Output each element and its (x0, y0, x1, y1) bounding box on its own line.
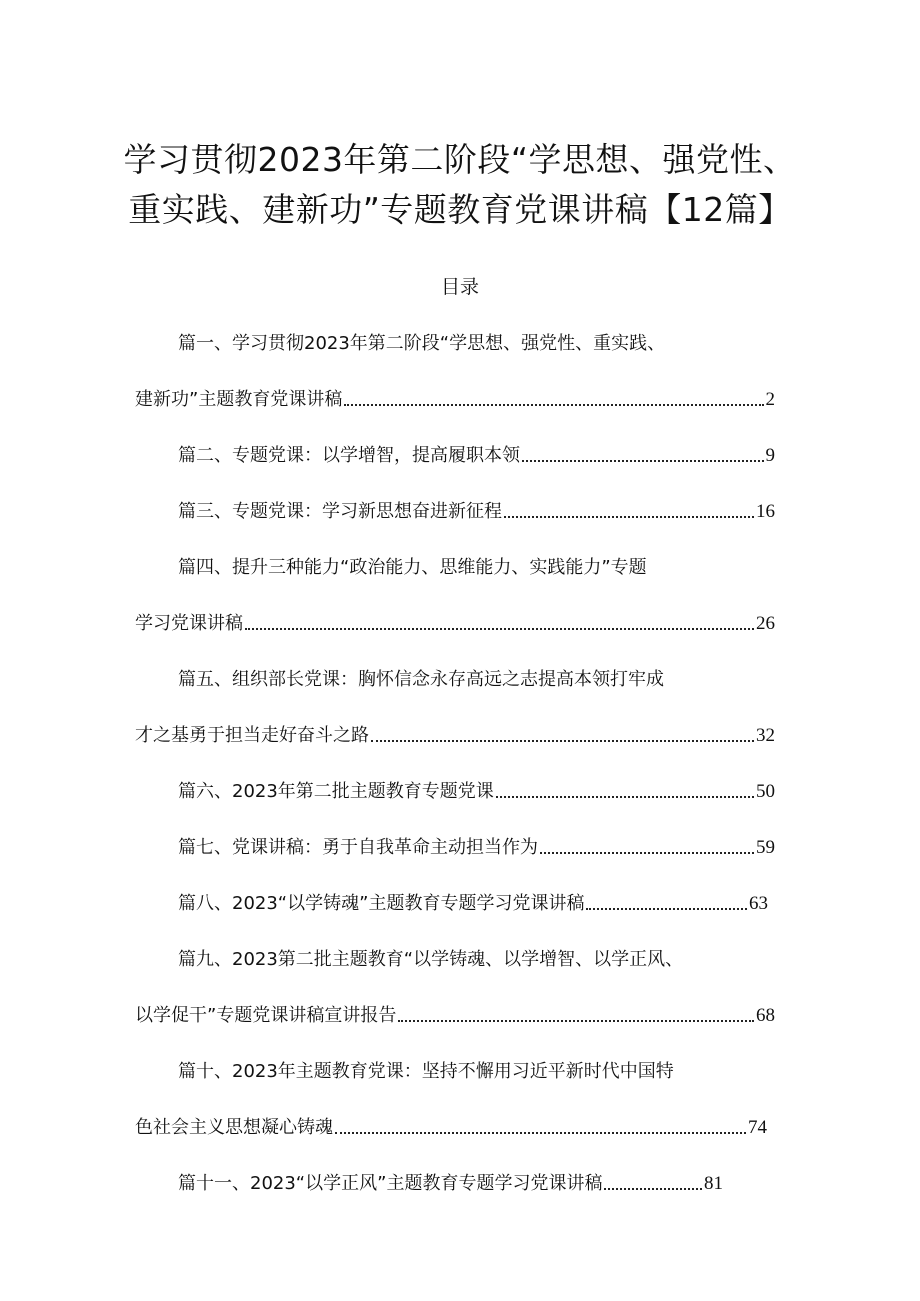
toc-page-number: 68 (756, 1005, 775, 1026)
toc-page-number: 26 (756, 613, 775, 634)
dot-leader (245, 628, 754, 630)
document-title (0, 135, 920, 235)
toc-entry-4-line1[interactable]: 篇四、提升三种能力“政治能力、思维能力、实践能力”专题 (178, 557, 647, 578)
toc-entry-text: 以学促干”专题党课讲稿宣讲报告 (135, 1005, 397, 1026)
toc-entry-11[interactable] (178, 1170, 723, 1198)
toc-entry-5-line1[interactable]: 篇五、组织部长党课：胸怀信念永存高远之志提高本领打牢成 (178, 669, 664, 690)
toc-entry-text: 建新功”主题教育党课讲稿 (135, 389, 343, 410)
toc-entry-5-line2[interactable] (135, 722, 775, 750)
toc-entry-10-line2[interactable] (135, 1114, 767, 1142)
toc-entry-6[interactable] (178, 778, 775, 806)
dot-leader (398, 1020, 754, 1022)
toc-page-number: 74 (748, 1117, 767, 1138)
toc-entry-text: 学习党课讲稿 (135, 613, 243, 634)
toc-entry-9-line1[interactable]: 篇九、2023第二批主题教育“以学铸魂、以学增智、以学正风、 (178, 949, 684, 970)
toc-entry-text: 篇八、2023“以学铸魂”主题教育专题学习党课讲稿 (178, 893, 585, 914)
toc-entry-2[interactable] (178, 442, 775, 470)
toc-page-number: 16 (756, 501, 775, 522)
toc-page-number: 2 (765, 389, 775, 410)
toc-entry-3[interactable] (178, 498, 775, 526)
dot-leader (522, 460, 764, 462)
title-line-1: 学习贯彻2023年第二阶段“学思想、强党性、 (123, 140, 797, 179)
toc-entry-8[interactable] (178, 890, 768, 918)
toc-entry-text: 篇三、专题党课：学习新思想奋进新征程 (178, 501, 502, 522)
dot-leader (335, 1132, 746, 1134)
dot-leader (586, 908, 747, 910)
toc-entry-10-line1[interactable]: 篇十、2023年主题教育党课：坚持不懈用习近平新时代中国特 (178, 1061, 674, 1082)
toc-page-number: 32 (756, 725, 775, 746)
toc-entry-text: 色社会主义思想凝心铸魂 (135, 1117, 333, 1138)
dot-leader (540, 852, 754, 854)
toc-entry-9-line2[interactable] (135, 1002, 775, 1030)
toc-entry-7[interactable] (178, 834, 775, 862)
dot-leader (604, 1188, 702, 1190)
toc-entry-text: 篇七、党课讲稿：勇于自我革命主动担当作为 (178, 837, 538, 858)
toc-entry-text: 才之基勇于担当走好奋斗之路 (135, 725, 369, 746)
dot-leader (496, 796, 754, 798)
toc-page-number: 59 (756, 837, 775, 858)
title-line-2: 重实践、建新功”专题教育党课讲稿【12篇】 (128, 190, 792, 229)
toc-entry-text: 篇十一、2023“以学正风”主题教育专题学习党课讲稿 (178, 1173, 603, 1194)
toc-page-number: 50 (756, 781, 775, 802)
toc-heading: 目录 (440, 276, 479, 298)
toc-entry-text: 篇二、专题党课：以学增智，提高履职本领 (178, 445, 520, 466)
toc-page-number: 81 (704, 1173, 723, 1194)
toc-page-number: 9 (765, 445, 775, 466)
toc-entry-text: 篇六、2023年第二批主题教育专题党课 (178, 781, 494, 802)
toc-page-number: 63 (749, 893, 768, 914)
toc-entry-1-line2[interactable] (135, 386, 775, 414)
dot-leader (504, 516, 754, 518)
dot-leader (371, 740, 754, 742)
toc-entry-4-line2[interactable] (135, 610, 775, 638)
dot-leader (344, 404, 763, 406)
toc-entry-1-line1[interactable]: 篇一、学习贯彻2023年第二阶段“学思想、强党性、重实践、 (178, 333, 666, 354)
